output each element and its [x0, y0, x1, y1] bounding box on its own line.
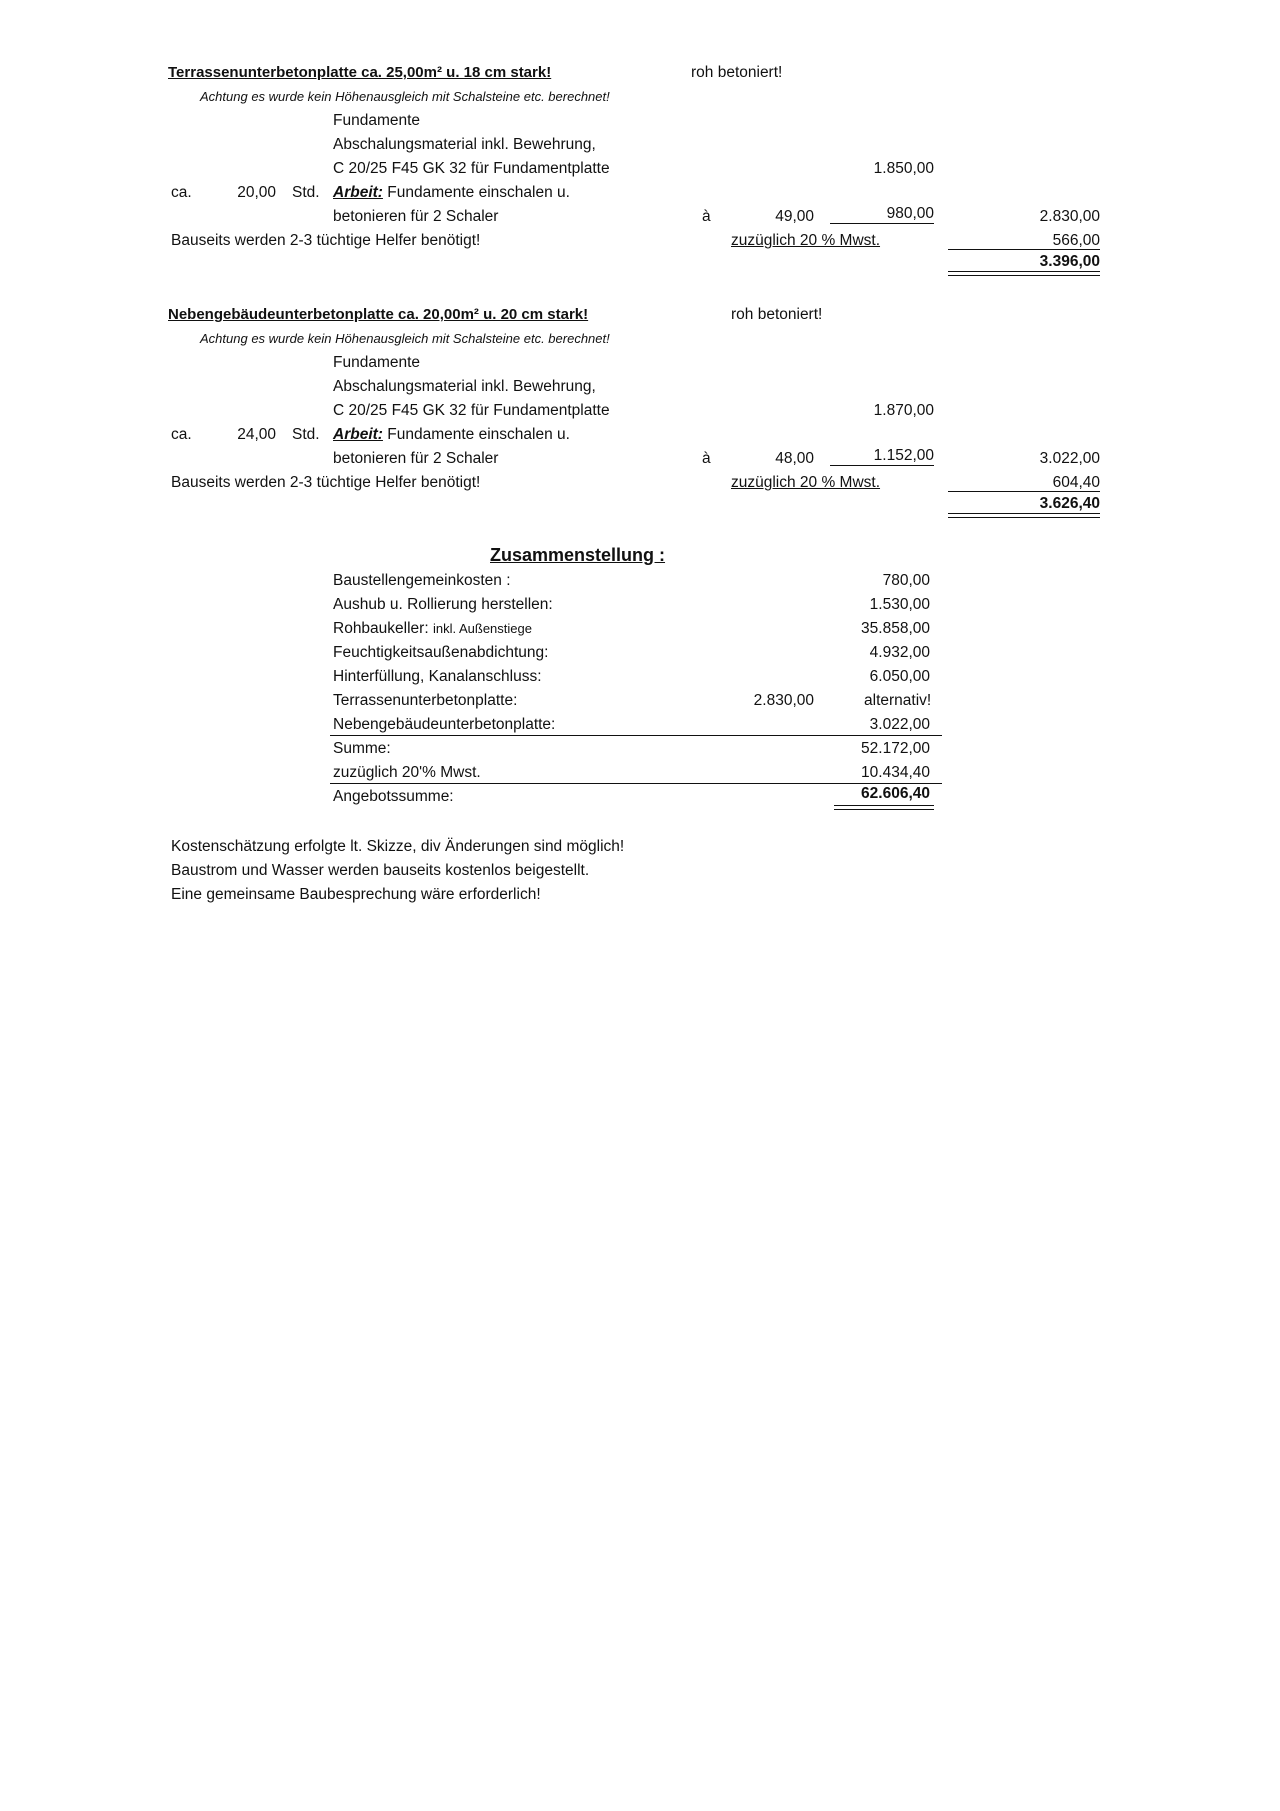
summary-row-label: Summe:	[333, 740, 391, 757]
summary-row-value: alternativ!	[864, 692, 932, 709]
status-text: roh betoniert!	[731, 306, 823, 323]
vat-label: zuzüglich 20 % Mwst.	[731, 474, 881, 491]
summary-row-label: Hinterfüllung, Kanalanschluss:	[333, 668, 542, 685]
footer-note: Baustrom und Wasser werden bauseits kostenlos beigestellt.	[171, 862, 590, 879]
summary-row-value: 6.050,00	[869, 668, 930, 685]
item-line: Abschalungsmaterial inkl. Bewehrung,	[333, 378, 596, 395]
item-line: Fundamente	[333, 112, 421, 129]
labour-line-2: betonieren für 2 Schaler	[333, 208, 499, 225]
net-total: 3.022,00	[1039, 450, 1100, 467]
labour-line-2: betonieren für 2 Schaler	[333, 450, 499, 467]
section-title: Nebengebäudeunterbetonplatte ca. 20,00m² u. 20 cm stark!	[168, 306, 589, 323]
summary-row-label: Terrassenunterbetonplatte:	[333, 692, 518, 709]
summary-row-value: 35.858,00	[861, 620, 930, 637]
summary-row-value: 10.434,40	[861, 764, 930, 781]
hours-value: 20,00	[237, 184, 276, 201]
summary-row-label-main: Rohbaukeller:	[333, 620, 429, 637]
offer-total: 62.606,40	[861, 785, 930, 802]
summary-row-value: 780,00	[882, 572, 930, 589]
section-note: Achtung es wurde kein Höhenausgleich mit Schalsteine etc. berechnet!	[200, 331, 610, 346]
subtotal-rule	[830, 223, 934, 224]
labour-amount: 1.152,00	[873, 447, 934, 464]
summary-row-label-small: inkl. Außenstiege	[432, 621, 532, 636]
summary-row-label	[333, 620, 532, 638]
unit-label: Std.	[292, 184, 320, 201]
rate-value: 48,00	[775, 450, 814, 467]
summary-row-value: 4.932,00	[869, 644, 930, 661]
status-text: roh betoniert!	[691, 64, 783, 81]
subtotal-rule	[830, 465, 934, 466]
total-double-rule	[948, 513, 1100, 518]
arbeit-label: Arbeit:	[333, 184, 383, 201]
footer-note: Eine gemeinsame Baubesprechung wäre erforderlich!	[171, 886, 541, 903]
section-title: Terrassenunterbetonplatte ca. 25,00m² u. 18 cm stark!	[168, 64, 552, 81]
summary-row-mid: 2.830,00	[753, 692, 814, 709]
summary-row-value: 3.022,00	[869, 716, 930, 733]
summary-row-label: Angebotssumme:	[333, 788, 454, 805]
unit-label: Std.	[292, 426, 320, 443]
vat-amount: 604,40	[1052, 474, 1100, 491]
summary-row-value: 1.530,00	[869, 596, 930, 613]
summary-row-label: Baustellengemeinkosten :	[333, 572, 511, 589]
arbeit-label: Arbeit:	[333, 426, 383, 443]
vat-amount: 566,00	[1052, 232, 1100, 249]
arbeit-text: Fundamente einschalen u.	[387, 426, 570, 443]
gross-total: 3.626,40	[1039, 495, 1100, 512]
gross-total: 3.396,00	[1039, 253, 1100, 270]
material-amount: 1.870,00	[873, 402, 934, 419]
summary-rule	[330, 735, 942, 736]
labour-amount: 980,00	[886, 205, 934, 222]
labour-line	[333, 184, 570, 202]
summary-rule	[330, 783, 942, 784]
ca-label: ca.	[171, 426, 192, 443]
helper-note: Bauseits werden 2-3 tüchtige Helfer benötigt!	[171, 232, 481, 249]
a-sign: à	[702, 450, 711, 467]
helper-note: Bauseits werden 2-3 tüchtige Helfer benötigt!	[171, 474, 481, 491]
arbeit-text: Fundamente einschalen u.	[387, 184, 570, 201]
a-sign: à	[702, 208, 711, 225]
summary-heading: Zusammenstellung :	[490, 545, 666, 565]
summary-row-value: 52.172,00	[861, 740, 930, 757]
summary-row-label: zuzüglich 20'% Mwst.	[333, 764, 481, 781]
vat-label: zuzüglich 20 % Mwst.	[731, 232, 881, 249]
ca-label: ca.	[171, 184, 192, 201]
hours-value: 24,00	[237, 426, 276, 443]
item-line: Abschalungsmaterial inkl. Bewehrung,	[333, 136, 596, 153]
labour-line	[333, 426, 570, 444]
summary-row-label: Aushub u. Rollierung herstellen:	[333, 596, 553, 613]
material-amount: 1.850,00	[873, 160, 934, 177]
footer-note: Kostenschätzung erfolgte lt. Skizze, div Änderungen sind möglich!	[171, 838, 625, 855]
item-line: C 20/25 F45 GK 32 für Fundamentplatte	[333, 160, 610, 177]
summary-row-label: Feuchtigkeitsaußenabdichtung:	[333, 644, 549, 661]
section-note: Achtung es wurde kein Höhenausgleich mit Schalsteine etc. berechnet!	[200, 89, 610, 104]
net-total: 2.830,00	[1039, 208, 1100, 225]
item-line: C 20/25 F45 GK 32 für Fundamentplatte	[333, 402, 610, 419]
summary-row-label: Nebengebäudeunterbetonplatte:	[333, 716, 556, 733]
offer-total-double-rule	[834, 805, 934, 810]
item-line: Fundamente	[333, 354, 421, 371]
rate-value: 49,00	[775, 208, 814, 225]
total-double-rule	[948, 271, 1100, 276]
